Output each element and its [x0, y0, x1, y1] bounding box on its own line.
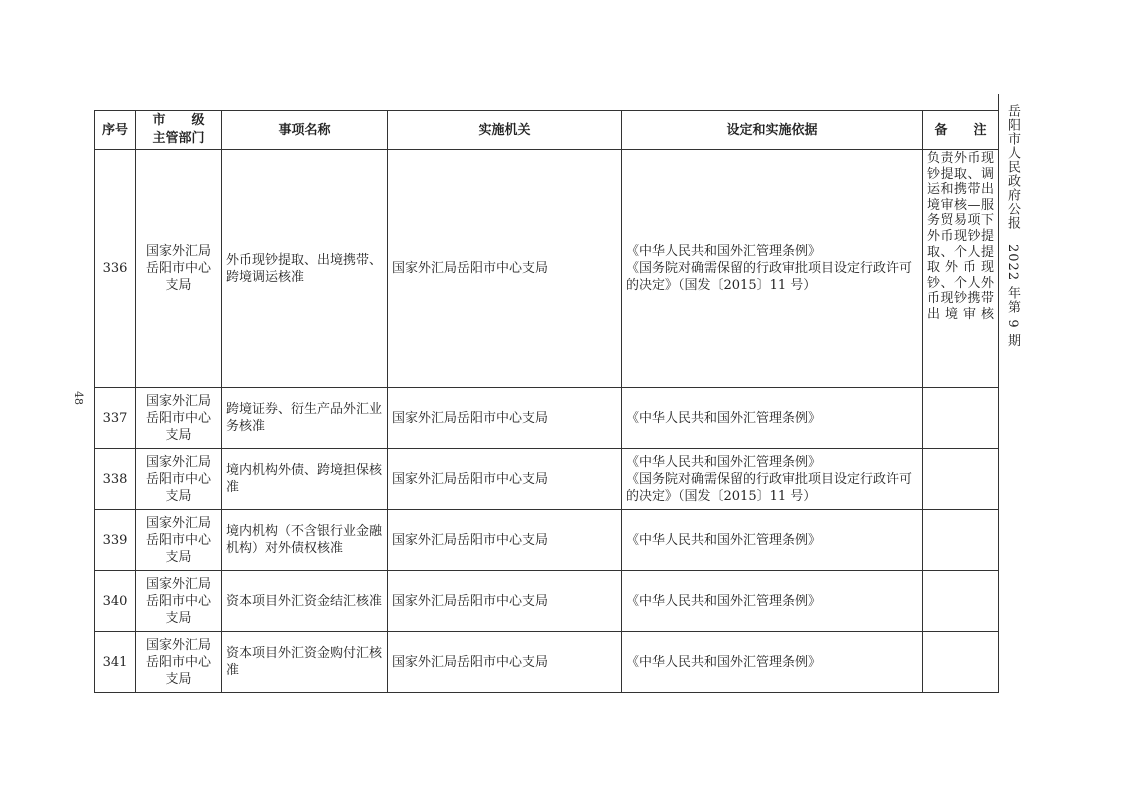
row-basis [622, 150, 923, 388]
journal-title: 岳阳市人民政府公报 [1005, 104, 1020, 230]
row-item-name: 资本项目外汇资金结汇核准 [222, 571, 388, 632]
row-basis [622, 632, 923, 693]
header-dept-line1: 市 级 [152, 113, 205, 128]
row-dept [136, 388, 222, 449]
basis-line: 《中华人民共和国外汇管理条例》 [626, 454, 822, 470]
issue-number: 2022 年第 9 期 [1005, 244, 1020, 348]
header-item: 事项名称 [222, 111, 388, 150]
row-note: 负责外币现钞提取、调运和携带出境审核—服务贸易项下外币现钞提取、个人提取外币现钞、个人外币现钞携带出境审核 [923, 150, 999, 388]
table-row [95, 150, 999, 388]
row-agency: 国家外汇局岳阳市中心支局 [388, 632, 622, 693]
row-item-name: 资本项目外汇资金购付汇核准 [222, 632, 388, 693]
table-row [95, 449, 999, 510]
header-agency: 实施机关 [388, 111, 622, 150]
row-item-name: 外币现钞提取、出境携带、跨境调运核准 [222, 150, 388, 388]
basis-line: 《国务院对确需保留的行政审批项目设定行政许可的决定》（国发〔2015〕11 号） [626, 261, 913, 293]
approval-items-table [94, 110, 999, 693]
row-note [923, 449, 999, 510]
dept-line: 岳阳市中心 [145, 471, 211, 487]
row-agency: 国家外汇局岳阳市中心支局 [388, 388, 622, 449]
basis-line: 《中华人民共和国外汇管理条例》 [626, 654, 822, 670]
table-row [95, 388, 999, 449]
row-basis [622, 449, 923, 510]
row-agency: 国家外汇局岳阳市中心支局 [388, 150, 622, 388]
row-seq: 339 [95, 510, 136, 571]
row-item-name: 跨境证券、衍生产品外汇业务核准 [222, 388, 388, 449]
basis-line: 《中华人民共和国外汇管理条例》 [626, 410, 822, 426]
dept-line: 支局 [165, 671, 192, 687]
row-item-name: 境内机构（不含银行业金融机构）对外债权核准 [222, 510, 388, 571]
row-dept [136, 571, 222, 632]
row-seq: 340 [95, 571, 136, 632]
dept-line: 国家外汇局 [145, 576, 211, 592]
row-dept [136, 150, 222, 388]
dept-line: 支局 [165, 488, 192, 504]
dept-line: 国家外汇局 [145, 515, 211, 531]
row-note [923, 571, 999, 632]
row-basis [622, 571, 923, 632]
row-note [923, 388, 999, 449]
table-row [95, 510, 999, 571]
dept-line: 国家外汇局 [145, 244, 211, 259]
table-header-row [95, 111, 999, 150]
dept-line: 支局 [165, 549, 192, 565]
running-header [1003, 104, 1022, 348]
row-seq: 338 [95, 449, 136, 510]
page-number: 48 [72, 391, 85, 405]
table-row [95, 571, 999, 632]
row-dept [136, 449, 222, 510]
dept-line: 岳阳市中心 [145, 261, 211, 276]
row-agency: 国家外汇局岳阳市中心支局 [388, 571, 622, 632]
row-item-name: 境内机构外债、跨境担保核准 [222, 449, 388, 510]
header-seq: 序号 [95, 111, 136, 150]
basis-line: 《中华人民共和国外汇管理条例》 [626, 244, 822, 259]
row-seq: 336 [95, 150, 136, 388]
header-dept [136, 111, 222, 150]
dept-line: 国家外汇局 [145, 454, 211, 470]
row-dept [136, 632, 222, 693]
dept-line: 岳阳市中心 [145, 593, 211, 609]
dept-line: 岳阳市中心 [145, 654, 211, 670]
row-basis [622, 510, 923, 571]
dept-line: 岳阳市中心 [145, 532, 211, 548]
row-basis [622, 388, 923, 449]
row-note [923, 510, 999, 571]
basis-line: 《中华人民共和国外汇管理条例》 [626, 593, 822, 609]
row-seq: 337 [95, 388, 136, 449]
dept-line: 支局 [165, 278, 192, 293]
dept-line: 国家外汇局 [145, 637, 211, 653]
basis-line: 《中华人民共和国外汇管理条例》 [626, 532, 822, 548]
header-dept-line2: 主管部门 [152, 131, 205, 146]
header-basis: 设定和实施依据 [622, 111, 923, 150]
dept-line: 国家外汇局 [145, 393, 211, 409]
dept-line: 支局 [165, 427, 192, 443]
header-note: 备 注 [923, 111, 999, 150]
row-note [923, 632, 999, 693]
dept-line: 岳阳市中心 [145, 410, 211, 426]
table-row [95, 632, 999, 693]
row-seq: 341 [95, 632, 136, 693]
row-dept [136, 510, 222, 571]
basis-line: 《国务院对确需保留的行政审批项目设定行政许可的决定》（国发〔2015〕11 号） [626, 471, 913, 504]
dept-line: 支局 [165, 610, 192, 626]
row-agency: 国家外汇局岳阳市中心支局 [388, 510, 622, 571]
row-agency: 国家外汇局岳阳市中心支局 [388, 449, 622, 510]
